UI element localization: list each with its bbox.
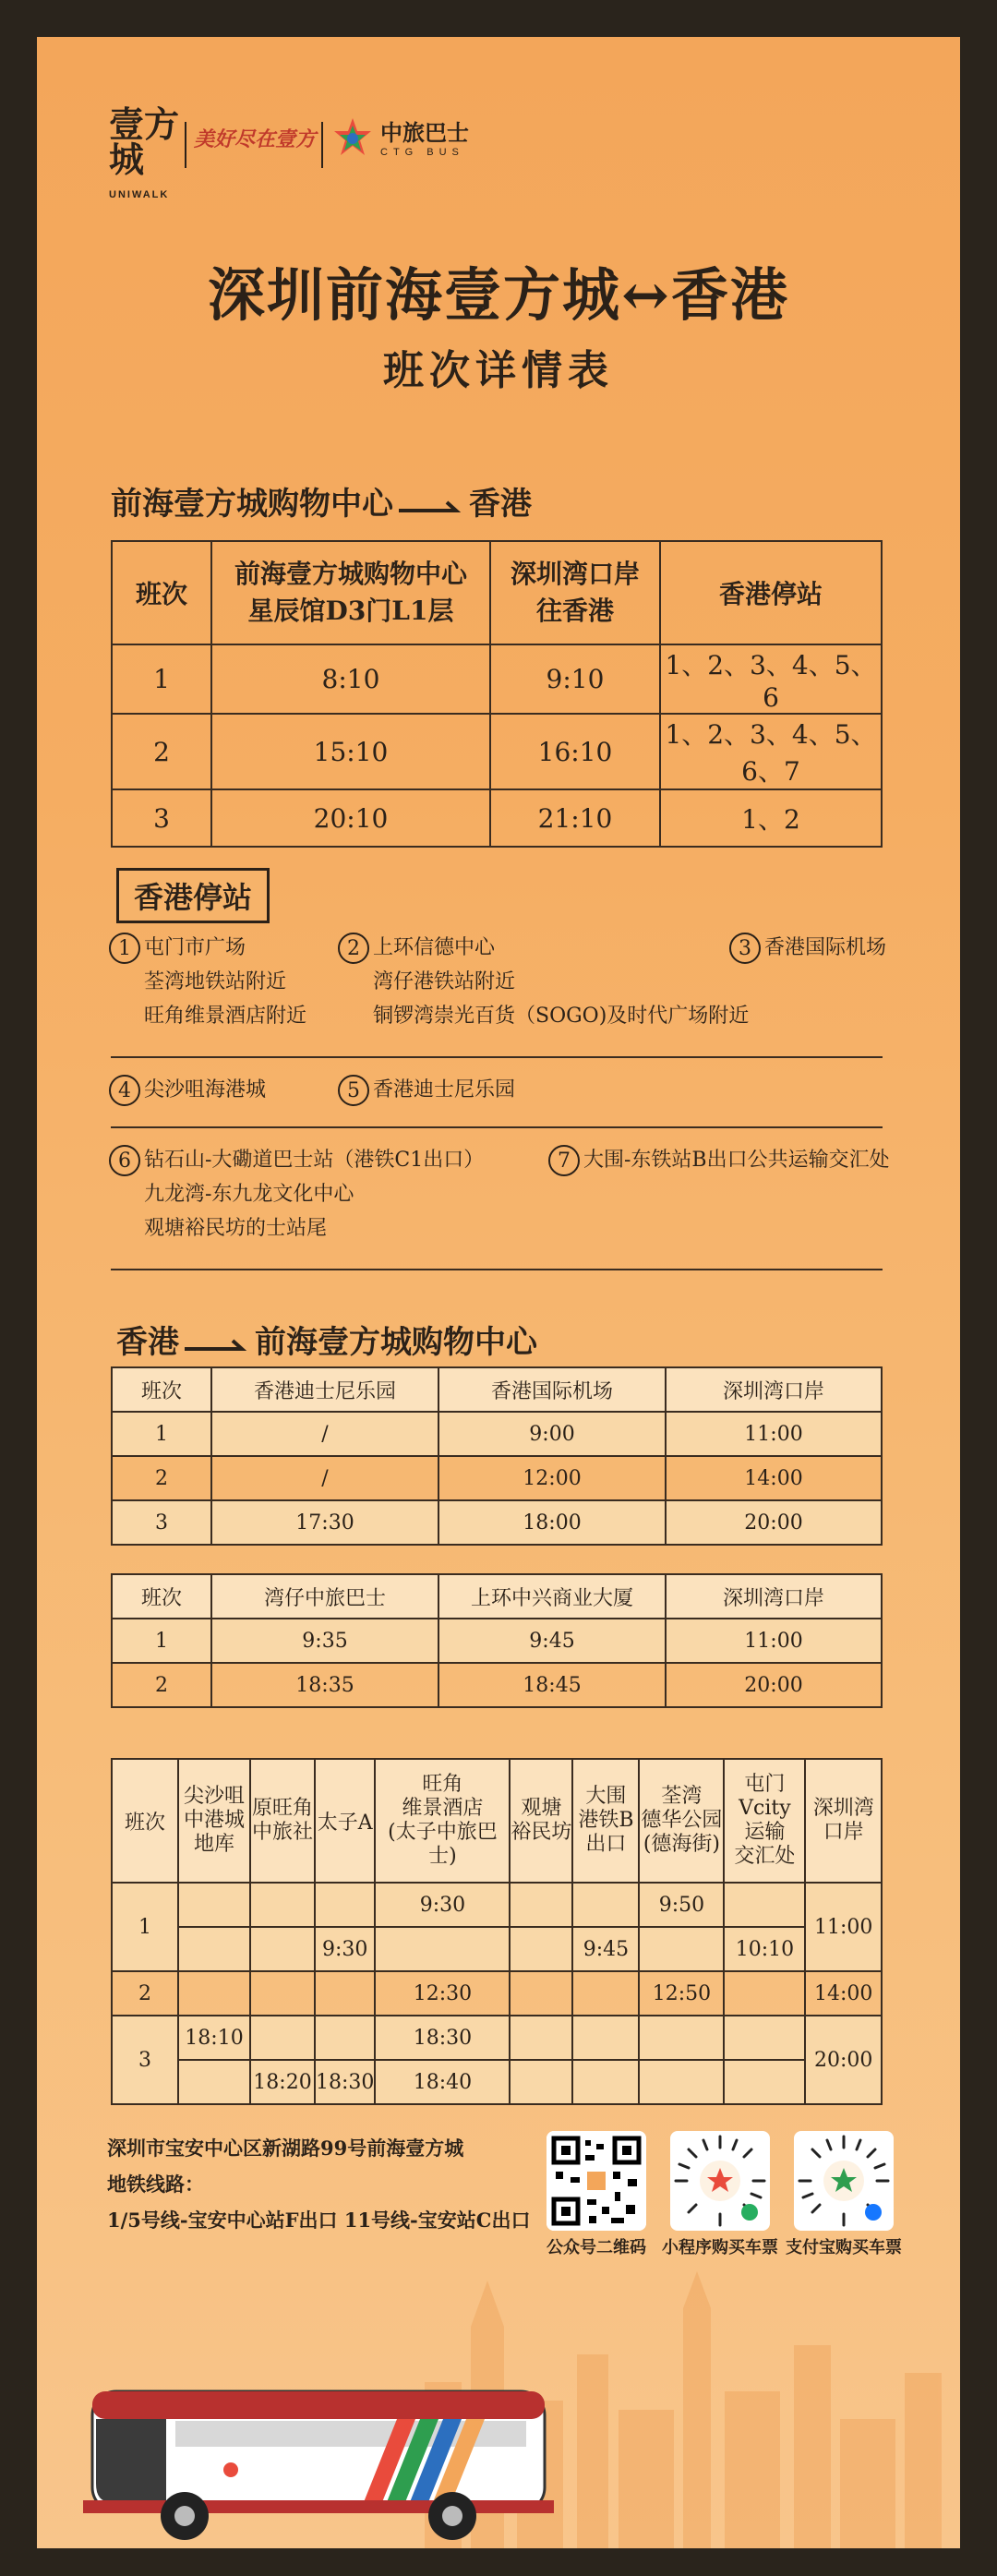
cell: 18:00 <box>438 1500 666 1545</box>
stop-note: 湾仔港铁站附近 <box>373 970 516 993</box>
hdr-line: 荃湾 <box>661 1785 703 1808</box>
cell <box>572 2016 639 2060</box>
stop-name: 上环信德中心 <box>373 936 496 959</box>
col-prince-edward: 太子A <box>315 1759 375 1883</box>
cell: 14:00 <box>666 1456 882 1500</box>
address-text: 深圳市宝安中心区新湖路99号前海壹方城 <box>107 2137 464 2160</box>
cell: 9:50 <box>639 1883 724 1927</box>
stop-name: 大围-东铁站B出口公共运输交汇处 <box>583 1149 890 1172</box>
cell: 14:00 <box>805 1971 882 2016</box>
departure-time: 20:10 <box>211 789 490 847</box>
col-sz-bay-line1: 深圳湾口岸 <box>510 559 640 589</box>
stop-2 <box>338 931 749 1033</box>
col-trip: 班次 <box>112 1367 211 1412</box>
mall-logo-en: UNIWALK <box>109 189 170 200</box>
sz-bay-time: 9:10 <box>490 644 660 714</box>
hdr-line: 深圳湾 <box>812 1797 874 1820</box>
outbound-table <box>111 540 883 848</box>
col-wanchai: 湾仔中旅巴士 <box>211 1574 438 1619</box>
cell: / <box>211 1456 438 1500</box>
cell: 17:30 <box>211 1500 438 1545</box>
stop-note: 旺角维景酒店附近 <box>144 1005 307 1028</box>
col-disney: 香港迪士尼乐园 <box>211 1367 438 1412</box>
cell <box>250 1927 315 1971</box>
sz-bay-time: 16:10 <box>490 714 660 789</box>
inbound-section-title <box>116 1317 537 1362</box>
cell <box>510 2016 572 2060</box>
col-sz-bay: 深圳湾口岸 <box>666 1367 882 1412</box>
cell: 9:00 <box>438 1412 666 1456</box>
inbound-table-c <box>111 1758 883 2105</box>
cell <box>510 1927 572 1971</box>
table-row <box>112 1412 882 1456</box>
cell <box>724 1883 805 1927</box>
cell <box>639 1927 724 1971</box>
cell <box>510 1883 572 1927</box>
stop-4 <box>109 1073 266 1107</box>
col-departure-line1: 前海壹方城购物中心 <box>234 559 467 589</box>
cell <box>724 1971 805 2016</box>
stop-3 <box>729 931 886 965</box>
logo-divider <box>185 122 186 168</box>
stop-name: 尖沙咀海港城 <box>144 1078 267 1101</box>
cell <box>250 1883 315 1927</box>
cell: 18:20 <box>250 2060 315 2104</box>
hdr-line: Vcity <box>739 1797 791 1820</box>
cell <box>178 1927 250 1971</box>
col-hk-stops: 香港停站 <box>660 541 882 644</box>
slogan <box>194 124 316 152</box>
outbound-from: 前海壹方城购物中心 <box>111 486 393 523</box>
cell <box>510 1971 572 2016</box>
footer-address <box>107 2133 530 2236</box>
stop-note: 九龙湾-东九龙文化中心 <box>144 1183 354 1206</box>
cell: 9:30 <box>375 1883 510 1927</box>
hdr-line: 港铁B <box>578 1809 634 1832</box>
cell: 18:40 <box>375 2060 510 2104</box>
stop-5 <box>338 1073 515 1107</box>
cell: 12:00 <box>438 1456 666 1500</box>
table-row <box>112 2016 882 2060</box>
cell: 20:00 <box>805 2016 882 2104</box>
col-weijing <box>375 1759 510 1883</box>
cell <box>639 2060 724 2104</box>
sz-bay-time: 21:10 <box>490 789 660 847</box>
hdr-line: 裕民坊 <box>511 1821 572 1844</box>
table-row <box>112 789 882 847</box>
hdr-line: 尖沙咀 <box>183 1785 245 1808</box>
trip-number: 2 <box>112 1663 211 1707</box>
uniwalk-logo <box>109 103 183 200</box>
bus-name-en: CTG BUS <box>380 147 464 158</box>
col-kwuntong <box>510 1759 572 1883</box>
stop-name: 钻石山-大磡道巴士站（港铁C1出口） <box>144 1149 485 1172</box>
col-sz-bay-line2: 往香港 <box>535 596 614 626</box>
stop-number-badge: 7 <box>548 1145 580 1176</box>
ctg-star-icon <box>332 116 373 157</box>
stop-number-badge: 5 <box>338 1075 369 1106</box>
logo-divider-2 <box>321 122 323 168</box>
cell <box>178 1971 250 2016</box>
hk-stops: 1、2 <box>660 789 882 847</box>
cell <box>250 1971 315 2016</box>
cell: 11:00 <box>666 1619 882 1663</box>
table-row <box>112 1927 882 1971</box>
trip-number: 3 <box>112 2016 178 2104</box>
cell: 11:00 <box>666 1412 882 1456</box>
cell <box>639 2016 724 2060</box>
hdr-line: 屯门 <box>744 1773 786 1796</box>
cell <box>572 2060 639 2104</box>
hk-stops: 1、2、3、4、5、6 <box>660 644 882 714</box>
cell <box>572 1883 639 1927</box>
cell: 11:00 <box>805 1883 882 1971</box>
cell <box>250 2016 315 2060</box>
hdr-line: (德海街) <box>643 1833 720 1856</box>
table-row <box>112 1883 882 1927</box>
departure-time: 15:10 <box>211 714 490 789</box>
inbound-to: 前海壹方城购物中心 <box>255 1324 537 1361</box>
col-tst <box>178 1759 250 1883</box>
hdr-line: 德华公园 <box>641 1809 723 1832</box>
table-row <box>112 1619 882 1663</box>
cell <box>510 2060 572 2104</box>
table-row <box>112 644 882 714</box>
cell: 12:50 <box>639 1971 724 2016</box>
cell <box>315 1883 375 1927</box>
col-trip: 班次 <box>112 541 211 644</box>
stop-name: 香港国际机场 <box>764 936 887 959</box>
cell: 9:35 <box>211 1619 438 1663</box>
stop-number-badge: 1 <box>109 933 140 964</box>
col-tuenmun <box>724 1759 805 1883</box>
table-row <box>112 1456 882 1500</box>
table-row <box>112 1500 882 1545</box>
table-row <box>112 1971 882 2016</box>
inbound-table-a <box>111 1366 883 1546</box>
hdr-line: 中旅社 <box>251 1821 313 1844</box>
outbound-to: 香港 <box>469 486 532 523</box>
hdr-line: 口岸 <box>823 1821 864 1844</box>
table-row <box>112 2060 882 2104</box>
cell: 10:10 <box>724 1927 805 1971</box>
col-tsuenwan <box>639 1759 724 1883</box>
stop-name: 香港迪士尼乐园 <box>373 1078 516 1101</box>
qr-label: 小程序购买车票 <box>662 2238 778 2257</box>
cell: 20:00 <box>666 1663 882 1707</box>
cell <box>315 2016 375 2060</box>
hdr-line: 地库 <box>193 1833 234 1856</box>
trip-number: 1 <box>112 1619 211 1663</box>
metro-title: 地铁线路： <box>107 2173 204 2196</box>
divider <box>111 1269 883 1270</box>
cell <box>724 2060 805 2104</box>
stop-note: 荃湾地铁站附近 <box>144 970 287 993</box>
cell <box>178 2060 250 2104</box>
alipay-code-icon <box>794 2131 894 2231</box>
hdr-line: 维景酒店 <box>402 1797 484 1820</box>
stop-7 <box>548 1143 890 1177</box>
hdr-line: 旺角 <box>422 1773 463 1796</box>
departure-time: 8:10 <box>211 644 490 714</box>
ctg-bus-logo <box>332 114 469 158</box>
col-mongkok-ctg <box>250 1759 315 1883</box>
hdr-line: (太子中旅巴士) <box>388 1821 498 1868</box>
slogan-text: 美好尽在壹方 <box>194 127 317 151</box>
inbound-table-b <box>111 1573 883 1708</box>
trip-number: 3 <box>112 789 211 847</box>
col-sz-bay: 深圳湾口岸 <box>666 1574 882 1619</box>
direction-arrow-icon <box>185 1338 249 1351</box>
hdr-line: 原旺角 <box>251 1797 313 1820</box>
trip-number: 1 <box>112 1412 211 1456</box>
hdr-line: 交汇处 <box>734 1845 796 1868</box>
col-airport: 香港国际机场 <box>438 1367 666 1412</box>
col-sz-bay <box>490 541 660 644</box>
cell: 12:30 <box>375 1971 510 2016</box>
mini-program-code-icon <box>670 2131 770 2231</box>
direction-arrow-icon <box>399 500 463 512</box>
cell: 18:30 <box>315 2060 375 2104</box>
table-row <box>112 1663 882 1707</box>
page-subtitle: 班次详情表 <box>383 347 614 394</box>
hdr-line: 大围 <box>585 1785 627 1808</box>
stop-number-badge: 2 <box>338 933 369 964</box>
col-sz-bay <box>805 1759 882 1883</box>
col-trip: 班次 <box>112 1759 178 1883</box>
cell: 9:30 <box>315 1927 375 1971</box>
hdr-line: 运输 <box>744 1821 786 1844</box>
stop-note: 观塘裕民坊的士站尾 <box>144 1217 328 1240</box>
hk-stops-title: 香港停站 <box>116 868 270 923</box>
hdr-line: 观塘 <box>521 1797 562 1820</box>
col-sheungwan: 上环中兴商业大厦 <box>438 1574 666 1619</box>
trip-number: 2 <box>112 714 211 789</box>
cell: 18:45 <box>438 1663 666 1707</box>
stop-number-badge: 6 <box>109 1145 140 1176</box>
cell: / <box>211 1412 438 1456</box>
stop-number-badge: 4 <box>109 1075 140 1106</box>
inbound-from: 香港 <box>116 1324 179 1361</box>
qr-code-icon <box>547 2131 646 2231</box>
qr-label: 公众号二维码 <box>547 2238 646 2257</box>
col-trip: 班次 <box>112 1574 211 1619</box>
hdr-line: 出口 <box>585 1833 627 1856</box>
poster <box>37 37 960 2548</box>
trip-number: 2 <box>112 1971 178 2016</box>
stop-name: 屯门市广场 <box>144 936 246 959</box>
stop-note: 铜锣湾崇光百货（SOGO)及时代广场附近 <box>373 1005 750 1028</box>
qr-alipay[interactable] <box>786 2131 918 2258</box>
mall-logo-text: 壹方城 <box>109 103 180 180</box>
trip-number: 2 <box>112 1456 211 1500</box>
outbound-section-title <box>111 478 532 524</box>
col-departure <box>211 541 490 644</box>
stop-number-badge: 3 <box>729 933 761 964</box>
stop-6 <box>109 1143 484 1246</box>
divider <box>111 1056 883 1058</box>
metro-lines: 1/5号线-宝安中心站F出口 11号线-宝安站C出口 <box>107 2209 531 2232</box>
page-title: 深圳前海壹方城↔香港 <box>208 261 789 329</box>
cell <box>724 2016 805 2060</box>
hdr-line: 中港城 <box>183 1809 245 1832</box>
bus-illustration <box>83 2364 563 2548</box>
cell <box>315 1971 375 2016</box>
trip-number: 3 <box>112 1500 211 1545</box>
cell: 9:45 <box>572 1927 639 1971</box>
cell: 9:45 <box>438 1619 666 1663</box>
cell <box>178 1883 250 1927</box>
col-departure-line2: 星辰馆D3门L1层 <box>247 596 454 626</box>
cell: 18:35 <box>211 1663 438 1707</box>
table-row <box>112 714 882 789</box>
cell: 18:30 <box>375 2016 510 2060</box>
cell <box>375 1927 510 1971</box>
divider <box>111 1126 883 1128</box>
stop-1 <box>109 931 306 1033</box>
hk-stops: 1、2、3、4、5、6、7 <box>660 714 882 789</box>
cell: 20:00 <box>666 1500 882 1545</box>
col-taiwai <box>572 1759 639 1883</box>
trip-number: 1 <box>112 644 211 714</box>
trip-number: 1 <box>112 1883 178 1971</box>
qr-label: 支付宝购买车票 <box>786 2238 902 2257</box>
bus-name-cn: 中旅巴士 <box>380 121 469 146</box>
cell: 18:10 <box>178 2016 250 2060</box>
cell <box>572 1971 639 2016</box>
